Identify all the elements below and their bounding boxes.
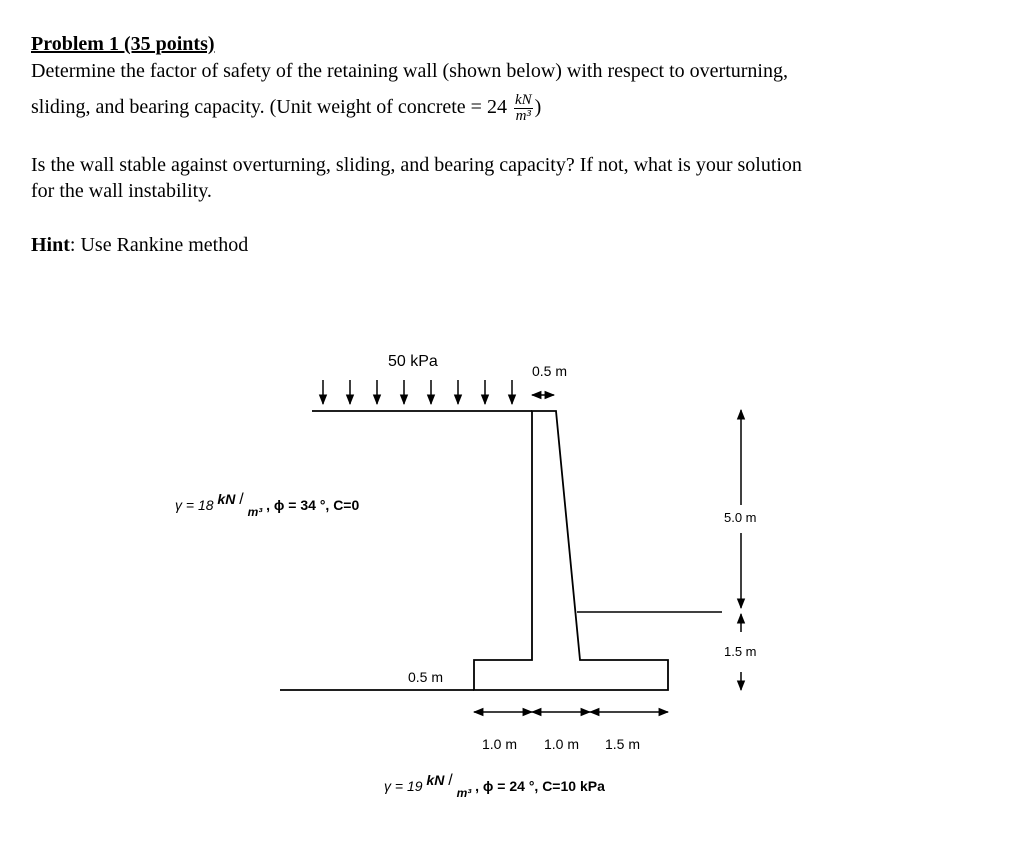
base-dim-3: 1.5 m: [605, 736, 641, 752]
foundation-gamma: γ = 19: [384, 778, 423, 794]
surcharge-arrows: [323, 380, 512, 404]
backfill-props: , ϕ = 34 °, C=0: [266, 497, 360, 513]
question-line1: Is the wall stable against overturning, sliding, and bearing capacity? If not, what is your solution: [31, 154, 802, 176]
base-dim-2: 1.0 m: [544, 736, 580, 752]
base-dim-1: 1.0 m: [482, 736, 518, 752]
backfill-unit-slash: /: [239, 491, 244, 508]
retaining-wall-outline: [474, 411, 668, 690]
foundation-soil-properties: [384, 772, 605, 800]
problem-statement-line1: Determine the factor of safety of the retaining wall (shown below) with respect to overturning,: [31, 60, 788, 82]
problem-title: Problem 1 (35 points): [31, 33, 215, 55]
surcharge-label: 50 kPa: [388, 353, 438, 370]
question-line2: for the wall instability.: [31, 180, 212, 202]
backfill-unit-num: kN: [217, 491, 236, 507]
backfill-soil-properties: [175, 491, 359, 519]
foundation-unit-den: m³: [456, 786, 472, 800]
statement-line2-suffix: ): [534, 96, 542, 119]
hint-text: : Use Rankine method: [69, 234, 249, 256]
foundation-unit-num: kN: [426, 772, 445, 788]
foundation-unit-slash: /: [448, 772, 453, 789]
hint-label: Hint: [31, 234, 70, 256]
foundation-props: , ϕ = 24 °, C=10 kPa: [475, 778, 605, 794]
embedment-label: 1.5 m: [724, 644, 757, 659]
unit-denominator: m³: [515, 108, 531, 124]
backfill-unit-den: m³: [247, 505, 263, 519]
stem-top-width-label: 0.5 m: [532, 363, 568, 379]
base-thickness-label: 0.5 m: [408, 669, 444, 685]
unit-numerator: kN: [514, 92, 532, 108]
wall-height-label: 5.0 m: [724, 510, 757, 525]
backfill-gamma: γ = 18: [175, 497, 214, 513]
statement-line2-prefix: sliding, and bearing capacity. (Unit weight of concrete = 24: [31, 96, 512, 119]
